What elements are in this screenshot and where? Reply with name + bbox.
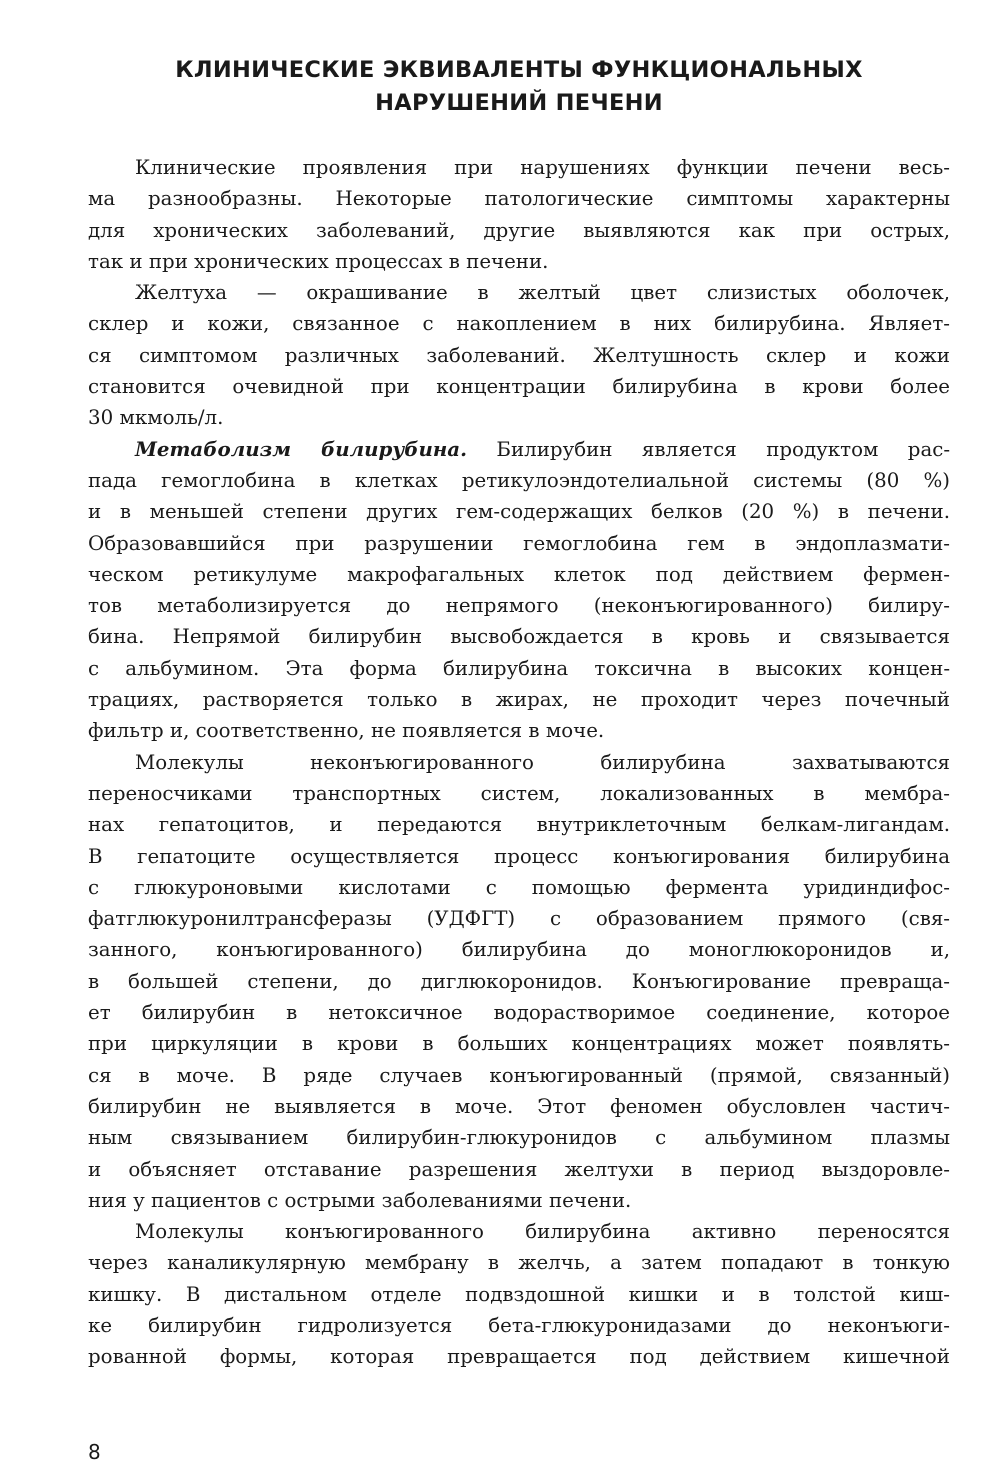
text-line: ческом ретикулуме макрофагальных клеток под действием фермен- [88,562,950,586]
text-line: пада гемоглобина в клетках ретикулоэндотелиальной системы (80 %) [88,468,950,492]
text-line: занного, конъюгированного) билирубина до моноглюкоронидов и, [88,938,950,962]
text-line: ет билирубин в нетоксичное водорастворимое соединение, которое [88,1001,950,1025]
run-in-heading: Метаболизм билирубина. [135,436,468,461]
body-text [88,152,950,1373]
text-line: склер и кожи, связанное с накоплением в них билирубина. Являет- [88,312,950,336]
text-line: бина. Непрямой билирубин высвобождается в кровь и связывается [88,625,950,649]
text-line: так и при хронических процессах в печени. [88,249,549,273]
text-line: ным связыванием билирубин-глюкуронидов с альбумином плазмы [88,1126,950,1150]
section-title [88,54,950,120]
text-line: ма разнообразны. Некоторые патологические симптомы характерны [88,187,950,211]
section-title-line: КЛИНИЧЕСКИЕ ЭКВИВАЛЕНТЫ ФУНКЦИОНАЛЬНЫХ [175,57,863,83]
text-line: с альбумином. Эта форма билирубина токсична в высоких концен- [88,656,950,680]
text-line: фильтр и, соответственно, не появляется в моче. [88,719,605,743]
page-number: 8 [88,1440,101,1464]
text-line: Молекулы конъюгированного билирубина активно переносятся [135,1220,950,1244]
text-line: переносчиками транспортных систем, локализованных в мембра- [88,781,950,805]
text-line: кишку. В дистальном отделе подвздошной кишки и в толстой киш- [88,1282,950,1306]
text-line: ся в моче. В ряде случаев конъюгированный (прямой, связанный) [88,1063,950,1087]
text-line: при циркуляции в крови в больших концентрациях может появлять- [88,1032,950,1056]
text-line: ся симптомом различных заболеваний. Желтушность склер и кожи [88,343,950,367]
text-line: для хронических заболеваний, другие выявляются как при острых, [88,218,950,242]
text-line-rest: Билирубин является продуктом рас- [467,437,951,461]
text-line: ния у пациентов с острыми заболеваниями печени. [88,1188,632,1212]
text-line: становится очевидной при концентрации билирубина в крови более [88,375,950,399]
text-line: и в меньшей степени других гем-содержащих белков (20 %) в печени. [88,500,950,524]
text-line: фатглюкуронилтрансферазы (УДФГТ) с образованием прямого (свя- [88,907,950,931]
text-line: В гепатоците осуществляется процесс конъюгирования билирубина [88,844,950,868]
text-line [88,434,950,465]
text-line: тов метаболизируется до непрямого (неконъюгированного) билиру- [88,594,950,618]
text-line: с глюкуроновыми кислотами с помощью фермента уридиндифос- [88,875,950,899]
text-line: трациях, растворяется только в жирах, не проходит через почечный [88,688,950,712]
section-title-line: НАРУШЕНИЙ ПЕЧЕНИ [375,90,663,116]
text-line: билирубин не выявляется в моче. Этот феномен обусловлен частич- [88,1094,950,1118]
text-line: рованной формы, которая превращается под действием кишечной [88,1345,950,1369]
text-line: ке билирубин гидролизуется бета-глюкуронидазами до неконъюги- [88,1313,950,1337]
text-line: Желтуха — окрашивание в желтый цвет слизистых оболочек, [135,281,950,305]
text-line: Образовавшийся при разрушении гемоглобина гем в эндоплазмати- [88,531,950,555]
text-line: Клинические проявления при нарушениях функции печени весь- [135,156,950,179]
text-line: 30 мкмоль/л. [88,406,224,430]
text-line: в большей степени, до диглюкоронидов. Конъюгирование превраща- [88,969,950,993]
text-line: через каналикулярную мембрану в желчь, а затем попадают в тонкую [88,1251,950,1275]
text-line: Молекулы неконъюгированного билирубина захватываются [135,750,950,774]
text-line: и объясняет отставание разрешения желтухи в период выздоровле- [88,1157,950,1181]
text-line: нах гепатоцитов, и передаются внутриклеточным белкам-лигандам. [88,813,950,837]
